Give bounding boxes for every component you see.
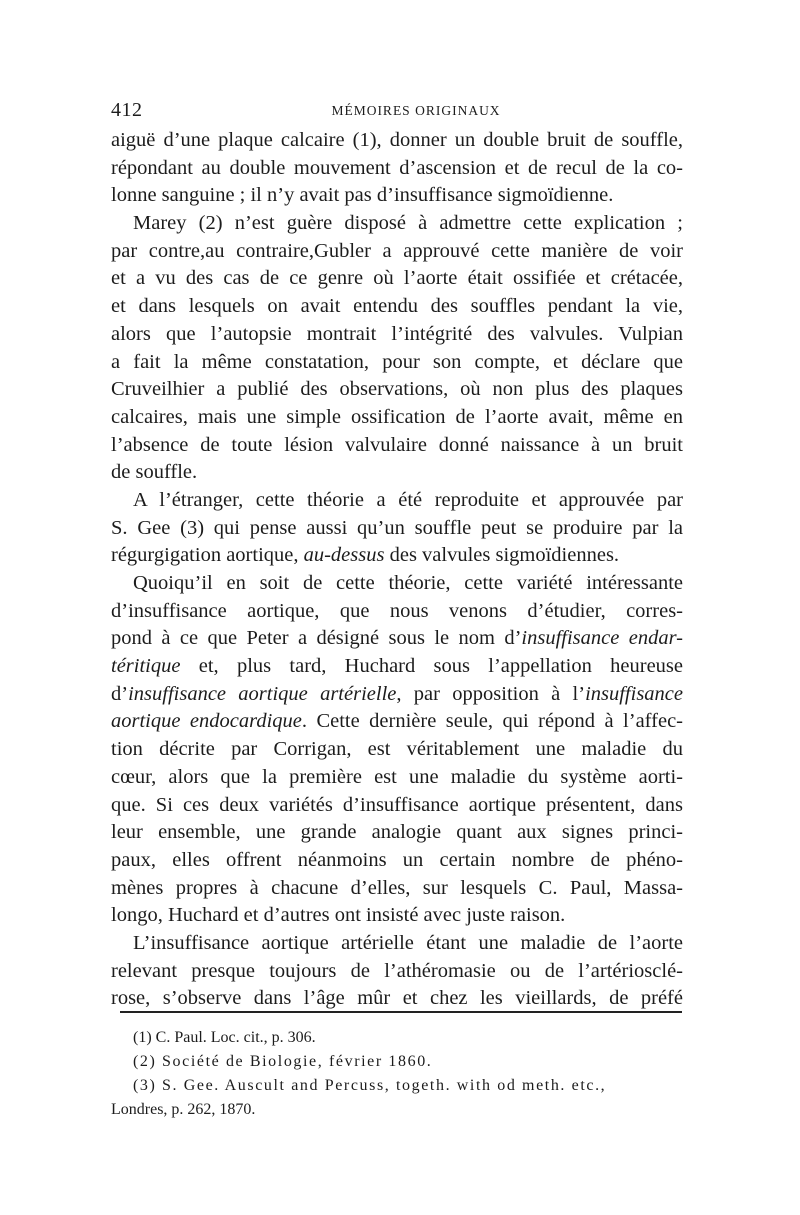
text-line bbox=[111, 708, 683, 736]
text-line bbox=[111, 542, 683, 570]
text-line: de souffle. bbox=[111, 461, 198, 484]
page-header bbox=[111, 99, 681, 123]
text-line bbox=[111, 681, 683, 709]
text-line: aiguë d’une plaque calcaire (1), donner un double bruit de souffle, bbox=[111, 129, 683, 151]
footnotes bbox=[111, 1026, 683, 1122]
text-run: d’ bbox=[111, 682, 129, 705]
text-line bbox=[111, 653, 683, 681]
text-line: A l’étranger, cette théorie a été reproduite et approuvée par bbox=[133, 488, 683, 511]
text-run: pond à ce que Peter a désigné sous le nom d’ bbox=[111, 627, 522, 650]
text-run: et, plus tard, Huchard sous l’appellation heureuse bbox=[180, 655, 683, 678]
italic-run: au-dessus bbox=[303, 544, 385, 567]
text-line: Marey (2) n’est guère disposé à admettre cette explication ; bbox=[133, 212, 683, 235]
text-run: . Cette dernière seule, qui répond à l’affec- bbox=[301, 710, 683, 733]
text-line: lonne sanguine ; il n’y avait pas d’insuffisance sigmoïdienne. bbox=[111, 184, 614, 207]
text-line: calcaires, mais une simple ossification de l’aorte avait, même en bbox=[111, 405, 683, 428]
text-line: S. Gee (3) qui pense aussi qu’un souffle peut se produire par la bbox=[111, 516, 683, 539]
text-line: alors que l’autopsie montrait l’intégrité des valvules. Vulpian bbox=[111, 322, 683, 345]
text-line: relevant presque toujours de l’athéromasie ou de l’artériosclé- bbox=[111, 959, 683, 982]
running-head: MÉMOIRES ORIGINAUX bbox=[331, 103, 501, 118]
text-line: d’insuffisance aortique, que nous venons d’étudier, corres- bbox=[111, 599, 683, 622]
text-run: régurgigation aortique, bbox=[111, 544, 304, 567]
text-line: cœur, alors que la première est une maladie du système aorti- bbox=[111, 765, 683, 788]
footnote: Londres, p. 262, 1870. bbox=[111, 1101, 256, 1118]
italic-run: insuffisance bbox=[585, 682, 683, 705]
text-line: répondant au double mouvement d’ascension et de recul de la co- bbox=[111, 156, 683, 179]
text-line: paux, elles offrent néanmoins un certain nombre de phéno- bbox=[111, 848, 683, 871]
footnote: (2) Société de Biologie, février 1860. bbox=[133, 1053, 433, 1070]
text-line: mènes propres à chacune d’elles, sur lesquels C. Paul, Massa- bbox=[111, 876, 683, 899]
body-text bbox=[111, 127, 683, 1013]
text-run: des valvules sigmoïdiennes. bbox=[384, 544, 620, 567]
text-line: a fait la même constatation, pour son compte, et déclare que bbox=[111, 350, 683, 373]
text-run: , par opposition à l’ bbox=[396, 682, 586, 705]
text-line bbox=[111, 625, 683, 653]
text-line: Cruveilhier a publié des observations, où non plus des plaques bbox=[111, 378, 683, 401]
text-line: L’insuffisance aortique artérielle étant une maladie de l’aorte bbox=[133, 931, 683, 954]
text-line: et a vu des cas de ce genre où l’aorte était ossifiée et crétacée, bbox=[111, 267, 683, 290]
text-line: leur ensemble, une grande analogie quant aux signes princi- bbox=[111, 821, 683, 844]
page-number: 412 bbox=[111, 99, 143, 121]
text-line: longo, Huchard et d’autres ont insisté avec juste raison. bbox=[111, 904, 566, 927]
footnote-divider bbox=[120, 1011, 682, 1013]
text-line: tion décrite par Corrigan, est véritablement une maladie du bbox=[111, 738, 683, 761]
text-line: et dans lesquels on avait entendu des souffles pendant la vie, bbox=[111, 295, 683, 318]
text-line: que. Si ces deux variétés d’insuffisance aortique présentent, dans bbox=[111, 793, 683, 816]
footnote: (1) C. Paul. Loc. cit., p. 306. bbox=[133, 1029, 316, 1046]
text-line: par contre,au contraire,Gubler a approuvé cette manière de voir bbox=[111, 239, 683, 262]
italic-run: insuffisance endar- bbox=[521, 627, 683, 650]
italic-run: téritique bbox=[111, 655, 181, 678]
footnote: (3) S. Gee. Auscult and Percuss, togeth. with od meth. etc., bbox=[133, 1077, 607, 1094]
text-line: l’absence de toute lésion valvulaire donné naissance à un bruit bbox=[111, 433, 683, 456]
italic-run: insuffisance aortique artérielle bbox=[128, 682, 397, 705]
text-line: Quoiqu’il en soit de cette théorie, cette variété intéressante bbox=[133, 572, 683, 594]
italic-run: aortique endocardique bbox=[111, 710, 302, 733]
text-line: rose, s’observe dans l’âge mûr et chez les vieillards, de préfé bbox=[111, 987, 683, 1010]
